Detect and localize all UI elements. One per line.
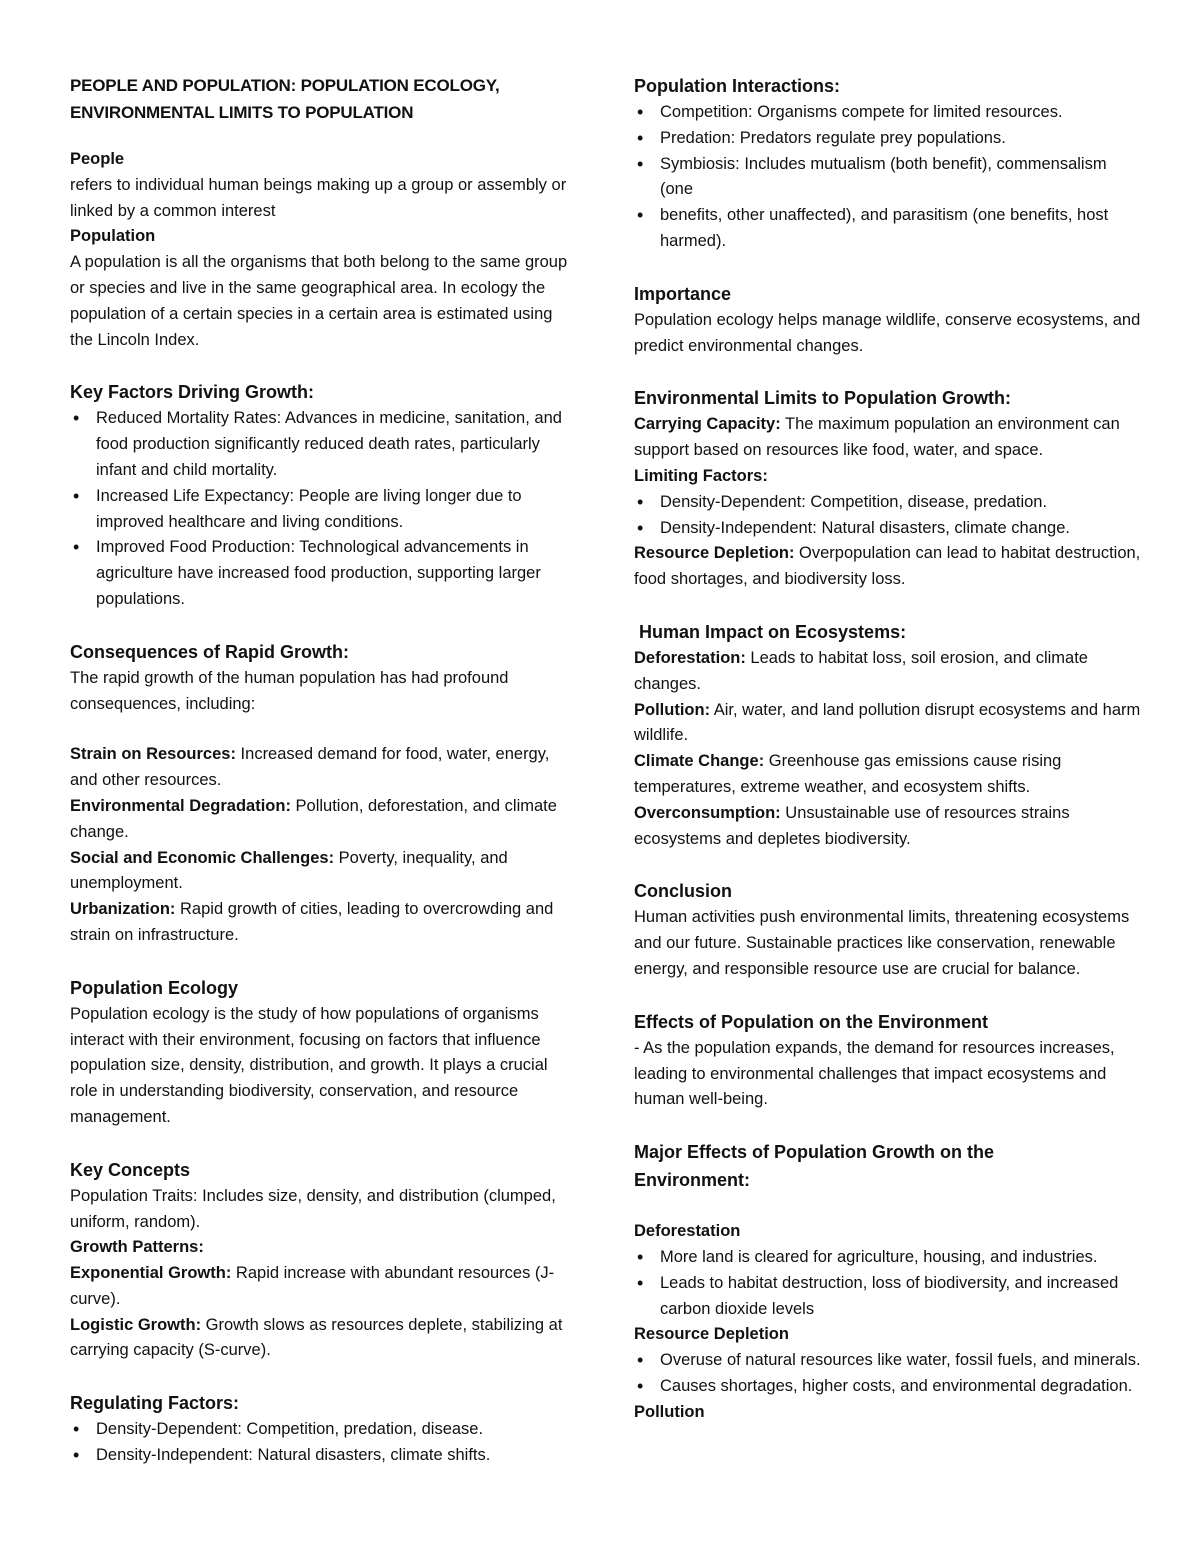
- carrying-capacity: Carrying Capacity: The maximum population an environment can support based on resources like food, water, and space.: [634, 415, 1120, 460]
- list-item: • Increased Life Expectancy: People are living longer due to improved healthcare and living conditions.: [70, 484, 570, 536]
- list-item: • benefits, other unaffected), and parasitism (one benefits, host harmed).: [634, 203, 1144, 255]
- resource-depletion: Resource Depletion: Overpopulation can lead to habitat destruction, food shortages, and biodiversity loss.: [634, 544, 1141, 589]
- impact-item: Deforestation: Leads to habitat loss, soil erosion, and climate changes.: [634, 648, 1088, 693]
- regulating-factors-heading: Regulating Factors:: [70, 1393, 240, 1414]
- document-title: [70, 72, 570, 126]
- consequences-intro: The rapid growth of the human population has had profound consequences, including:: [70, 668, 509, 713]
- interactions-heading: Population Interactions:: [634, 76, 841, 96]
- population-heading: Population: [70, 227, 156, 246]
- consequence-item: Strain on Resources: Increased demand for food, water, energy, and other resources.: [70, 745, 550, 790]
- environmental-limits-heading: Environmental Limits to Population Growth:: [634, 388, 1011, 409]
- list-item: • More land is cleared for agriculture, housing, and industries.: [634, 1245, 1144, 1271]
- exponential-growth: Exponential Growth: Rapid increase with abundant resources (J-curve).: [70, 1264, 555, 1308]
- list-item: • Density-Dependent: Competition, predation, disease.: [70, 1417, 570, 1443]
- consequence-item: Urbanization: Rapid growth of cities, leading to overcrowding and strain on infrastructure.: [70, 900, 554, 944]
- list-item: • Reduced Mortality Rates: Advances in medicine, sanitation, and food production significantly reduced death rates, particularly infant and child mortality.: [70, 406, 570, 483]
- list-item: • Improved Food Production: Technological advancements in agriculture have increased food production, supporting larger populations.: [70, 535, 570, 612]
- title-line-2: ENVIRONMENTAL LIMITS TO POPULATION: [70, 103, 414, 122]
- growth-patterns-heading: Growth Patterns:: [70, 1238, 204, 1257]
- impact-item: Climate Change: Greenhouse gas emissions cause rising temperatures, extreme weather, and ecosystem shifts.: [634, 752, 1062, 796]
- list-item: • Causes shortages, higher costs, and environmental degradation.: [634, 1374, 1144, 1400]
- people-text: refers to individual human beings making up a group or assembly or linked by a common interest: [70, 175, 567, 220]
- deforestation-list: [634, 1245, 1144, 1322]
- term: Social and Economic Challenges:: [70, 848, 335, 867]
- resource-depletion-heading: Resource Depletion: [634, 1325, 789, 1344]
- list-item: • Overuse of natural resources like water, fossil fuels, and minerals.: [634, 1348, 1144, 1374]
- limiting-factors-list: [634, 490, 1144, 542]
- key-concepts-heading: Key Concepts: [70, 1159, 191, 1180]
- list-item: • Leads to habitat destruction, loss of biodiversity, and increased carbon dioxide levels: [634, 1271, 1144, 1323]
- list-item: • Density-Dependent: Competition, disease, predation.: [634, 490, 1144, 516]
- conclusion-heading: Conclusion: [634, 881, 732, 902]
- list-item: • Density-Independent: Natural disasters, climate shifts.: [70, 1443, 570, 1469]
- importance-heading: Importance: [634, 283, 732, 304]
- major-effects-heading: Major Effects of Population Growth on the Environment:: [634, 1142, 994, 1191]
- pollution-heading: Pollution: [634, 1402, 705, 1421]
- term: Strain on Resources:: [70, 745, 236, 764]
- list-item: • Competition: Organisms compete for limited resources.: [634, 100, 1144, 126]
- interactions-list: [634, 100, 1144, 255]
- population-ecology-heading: Population Ecology: [70, 977, 239, 998]
- left-column: [70, 72, 570, 1469]
- impact-item: Pollution: Air, water, and land pollution disrupt ecosystems and harm wildlife.: [634, 700, 1141, 745]
- importance-text: Population ecology helps manage wildlife, conserve ecosystems, and predict environmental changes.: [634, 310, 1141, 355]
- effects-heading: Effects of Population on the Environment: [634, 1011, 989, 1032]
- conclusion-text: Human activities push environmental limits, threatening ecosystems and our future. Sustainable practices like conservation, renewable energy, and responsible resource use are crucial for balance.: [634, 908, 1130, 978]
- population-text: A population is all the organisms that both belong to the same group or species and live in the same geographical area. In ecology the population of a certain species in a certain area is estimated using the Lincoln Index.: [70, 253, 568, 349]
- logistic-growth: Logistic Growth: Growth slows as resources deplete, stabilizing at carrying capacity (S-curve).: [70, 1315, 563, 1360]
- consequences-heading: Consequences of Rapid Growth:: [70, 641, 350, 662]
- list-item: • Density-Independent: Natural disasters, climate change.: [634, 516, 1144, 542]
- consequence-item: Social and Economic Challenges: Poverty, inequality, and unemployment.: [70, 848, 508, 893]
- population-ecology-text: Population ecology is the study of how populations of organisms interact with their environment, focusing on factors that influence population size, density, distribution, and growth. It plays a crucial role in understanding biodiversity, conservation, and resource management.: [70, 1004, 548, 1126]
- impact-item: Overconsumption: Unsustainable use of resources strains ecosystems and depletes biodiversity.: [634, 803, 1070, 848]
- key-factors-heading: Key Factors Driving Growth:: [70, 382, 315, 403]
- list-item: • Symbiosis: Includes mutualism (both benefit), commensalism (one: [634, 152, 1144, 204]
- regulating-factors-list: [70, 1417, 570, 1469]
- human-impact-heading: Human Impact on Ecosystems:: [634, 621, 907, 642]
- key-factors-list: [70, 406, 570, 612]
- right-column: [634, 72, 1144, 1425]
- term: Urbanization:: [70, 900, 176, 919]
- limiting-factors-heading: Limiting Factors:: [634, 466, 768, 485]
- deforestation-heading: Deforestation: [634, 1222, 741, 1241]
- consequence-item: Environmental Degradation: Pollution, deforestation, and climate change.: [70, 796, 557, 841]
- title-line-1: PEOPLE AND POPULATION: POPULATION ECOLOGY,: [70, 76, 500, 95]
- list-item: • Predation: Predators regulate prey populations.: [634, 126, 1144, 152]
- people-heading: People: [70, 150, 125, 168]
- population-traits: Population Traits: Includes size, density, and distribution (clumped, uniform, random).: [70, 1186, 556, 1231]
- effects-text: - As the population expands, the demand for resources increases, leading to environmental challenges that impact ecosystems and human well-being.: [634, 1038, 1115, 1109]
- term: Environmental Degradation:: [70, 796, 291, 815]
- resource-depletion-list: [634, 1348, 1144, 1400]
